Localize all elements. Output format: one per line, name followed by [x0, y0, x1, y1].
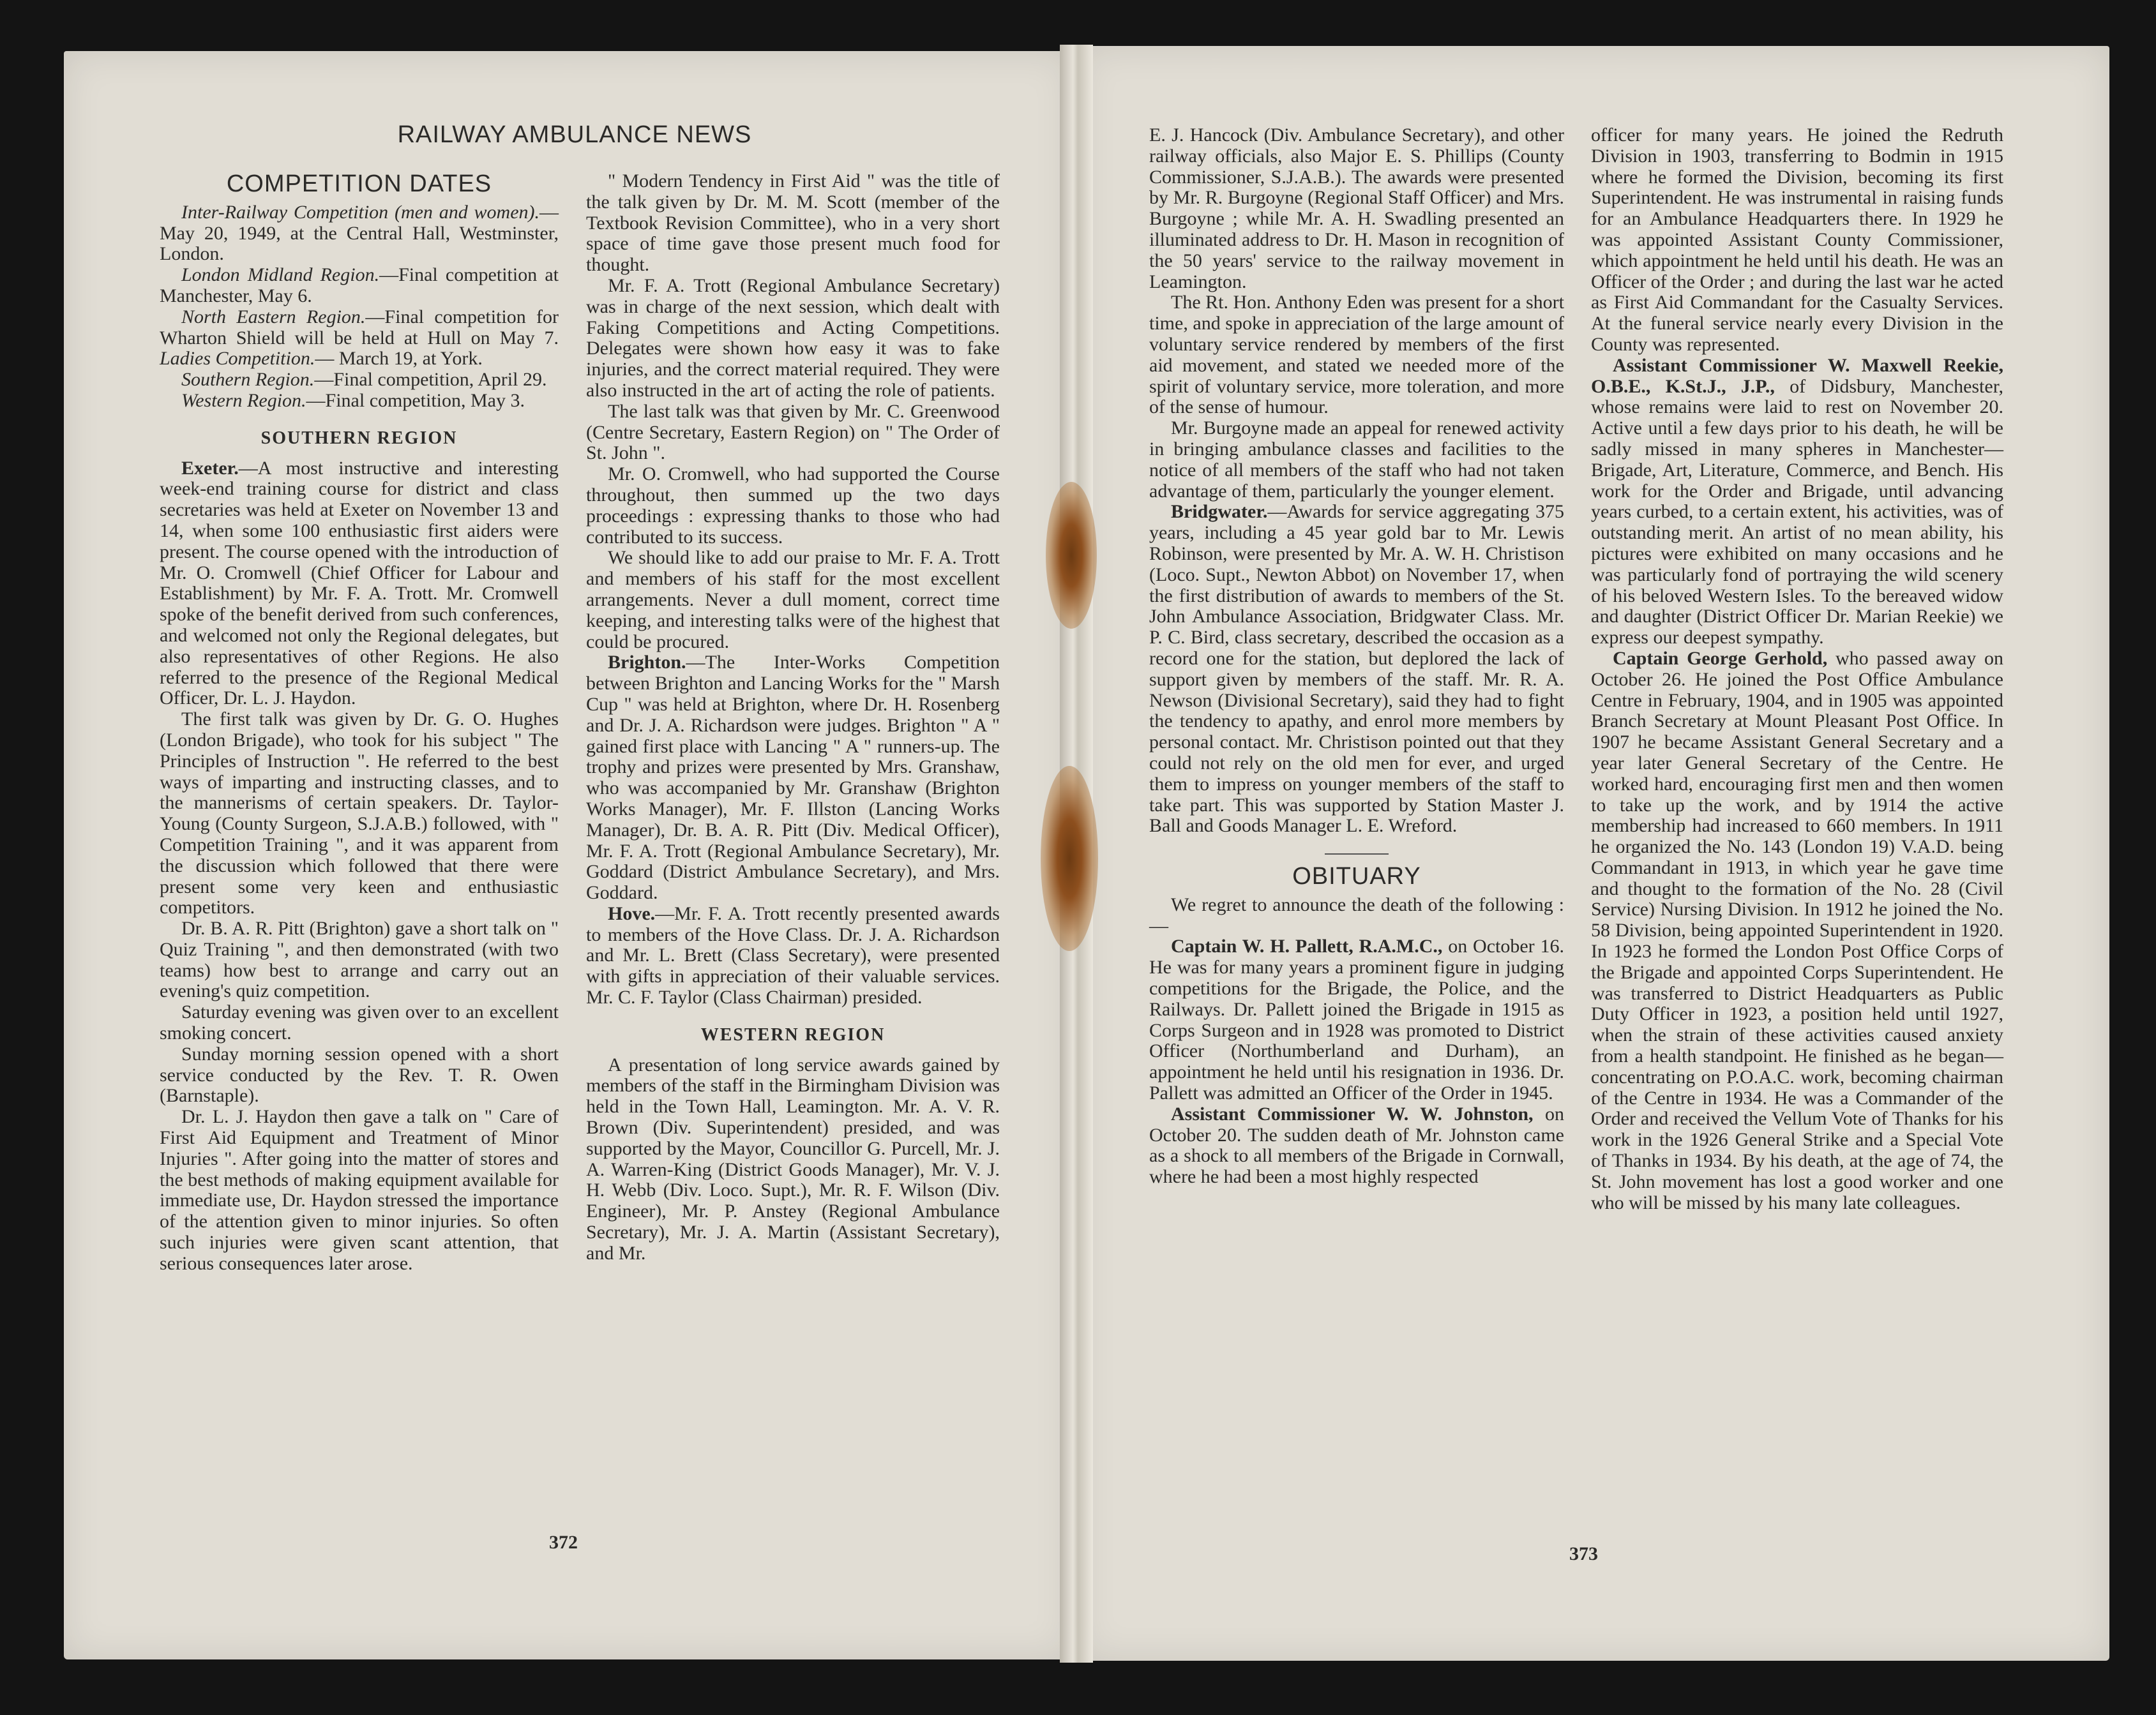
date-entry: North Eastern Region.—Final competition for Wharton Shield will be held at Hull on May 7. Ladies Competition.— March 19, at York.: [160, 306, 559, 370]
bridgwater-paragraph: Bridgwater.—Awards for service aggregating 375 years, including a 45 year gold bar to Mr. Lewis Robinson, were presented by Mr. A. W. H. Christison (Loco. Supt., Newton Abbot) on November 17, when the first distribution of awards to members of the St. John Ambulance Association, Bridgwater Class. Mr. P. C. Bird, class secretary, described the occasion as a record one for the station, but deplored the lack of support given by members of the staff. Mr. R. A. Newson (Divisional Secretary), said they had to fight the tendency to apathy, and enrol more members by personal contact. Mr. Christison pointed out that they could not rely on the old men for ever, and urged them to impress on younger members of the staff to take part. This was supported by Station Master J. Ball and Goods Manager L. E. Wreford.: [1149, 501, 1564, 837]
body-paragraph: officer for many years. He joined the Redruth Division in 1903, transferring to Bodmin in 1915 where he formed the Division, becoming its first Superintendent. He was instrumental in raising funds for an Ambulance Headquarters there. In 1929 he was appointed Assistant County Commissioner, which appointment he held until his death. He was an Officer of the Order ; and during the last war he acted as First Aid Commandant for the Casualty Services. At the funeral service nearly every Division in the County was represented.: [1591, 124, 2003, 355]
body-paragraph: Sunday morning session opened with a short service conducted by the Rev. T. R. Owen (Barnstaple).: [160, 1043, 559, 1107]
rust-stain-upper: [1046, 482, 1097, 629]
right-column-1: [1149, 125, 1564, 1188]
left-column-2: [586, 171, 1000, 1264]
section-divider: [1325, 853, 1389, 855]
page-number-right: 373: [1569, 1543, 1598, 1564]
body-paragraph: Dr. L. J. Haydon then gave a talk on " Care of First Aid Equipment and Treatment of Minor Injuries ". After going into the matter of stores and the best methods of making equipment available for immediate use, Dr. Haydon stressed the importance of the attention given to minor injuries. So often such injuries were given scant attention, that serious consequences later arose.: [160, 1106, 559, 1274]
brighton-paragraph: Brighton.—The Inter-Works Competition between Brighton and Lancing Works for the " Marsh Cup " was held at Brighton, where Dr. H. Rosenberg and Dr. J. A. Richardson were judges. Brighton " A " gained first place with Lancing " A " runners-up. The trophy and prizes were presented by Mrs. Granshaw, who was accompanied by Mr. Granshaw (Brighton Works Manager), Mr. F. Illston (Lancing Works Manager), Dr. B. A. R. Pitt (Div. Medical Officer), Mr. F. A. Trott (Regional Ambulance Secretary), Mr. Goddard (District Ambulance Secretary), and Mrs. Goddard.: [586, 652, 1000, 904]
date-entry: Western Region.—Final competition, May 3.: [181, 389, 525, 411]
body-paragraph: Saturday evening was given over to an excellent smoking concert.: [160, 1001, 559, 1044]
body-paragraph: Mr. F. A. Trott (Regional Ambulance Secretary) was in charge of the next session, which dealt with Faking Competitions and Acting Competitions. Delegates were shown how easy it was to fake injuries, and the correct material required. They were also instructed in the art of acting the role of patients.: [586, 274, 1000, 401]
obituary-gerhold: Captain George Gerhold, who passed away on October 26. He joined the Post Office Ambulance Centre in February, 1904, and in 1905 was appointed Branch Secretary at Mount Pleasant Post Office. In 1907 he became Assistant General Secretary and a year later General Secretary of the Centre. He worked hard, encouraging first men and then women to take up the work, and by 1914 the active membership had increased to 660 members. In 1911 he organized the No. 143 (London 19) V.A.D. being Commandant in 1913, in which year he gave time and thought to the formation of the No. 28 (Civil Service) Nursing Division. In 1912 he joined the No. 58 Division, being appointed Superintendent in 1920. In 1923 he formed the London Post Office Corps of the Brigade and appointed Corps Superintendent. He was transferred to District Headquarters as Public Duty Officer in 1923, a position held until 1927, when the strain of these activities caused anxiety from a health standpoint. He finished as he began—concentrating on P.O.A.C. work, becoming chairman of the Centre in 1934. He was a Commander of the Order and received the Vellum Vote of Thanks for his work in the 1926 General Strike and a Special Vote of Thanks in 1934. By his death, at the age of 74, the St. John movement has lost a good worker and one who will be missed by his many late colleagues.: [1591, 647, 2003, 1213]
right-column-2: [1591, 125, 2003, 1213]
obituary-pallett: Captain W. H. Pallett, R.A.M.C., on October 16. He was for many years a prominent figure in judging competitions for the Brigade, the Police, and the Railways. Dr. Pallett joined the Brigade in 1915 as Corps Surgeon and in 1928 was promoted to District Officer (Northumberland and Durham), an appointment he held until his resignation in 1936. Dr. Pallett was admitted an Officer of the Order in 1945.: [1149, 936, 1564, 1104]
body-paragraph: The Rt. Hon. Anthony Eden was present for a short time, and spoke in appreciation of the large amount of voluntary service rendered by members of the first aid movement, and stated we needed more of the spirit of voluntary service, more toleration, and more of the sense of humour.: [1149, 292, 1564, 418]
body-paragraph: " Modern Tendency in First Aid " was the title of the talk given by Dr. M. M. Scott (member of the Textbook Revision Committee), who in a very short space of time gave those present much food for thought.: [586, 170, 1000, 276]
body-paragraph: The first talk was given by Dr. G. O. Hughes (London Brigade), who took for his subject " The Principles of Instruction ". He referred to the best ways of imparting and instructing classes, and to the mannerisms of certain speakers. Dr. Taylor-Young (County Surgeon, S.J.A.B.) followed, with " Competition Training ", and it was apparent from the discussion which followed that there were present some very keen and enthusiastic competitors.: [160, 708, 559, 918]
date-entry: Inter-Railway Competition (men and women).—May 20, 1949, at the Central Hall, Westminster, London.: [160, 201, 559, 265]
rust-stain-lower: [1041, 766, 1098, 951]
western-paragraph: A presentation of long service awards gained by members of the staff in the Birmingham Division was held in the Town Hall, Leamington. Mr. A. V. R. Brown (Div. Superintendent) presided, and was supported by the Mayor, Councillor G. Purcell, Mr. J. A. Warren-King (District Goods Manager), Mr. V. J. H. Webb (Div. Loco. Supt.), Mr. R. F. Wilson (Div. Engineer), Mr. P. Anstey (Regional Ambulance Secretary), Mr. J. A. Martin (Assistant Secretary), and Mr.: [586, 1054, 1000, 1264]
date-entry: London Midland Region.—Final competition at Manchester, May 6.: [160, 264, 559, 306]
obituary-reekie: Assistant Commissioner W. Maxwell Reekie, O.B.E., K.St.J., J.P., of Didsbury, Manchester, whose remains were laid to rest on November 20. Active until a few days prior to his death, he will be sadly missed in many spheres in Manchester— Brigade, Art, Literature, Commerce, and Bench. His work for the Order and Brigade, until advancing years curbed, to a certain extent, his activities, was of outstanding merit. An artist of no mean ability, his pictures were exhibited on many occasions and he was particularly fond of portraying the wild scenery of his beloved Western Isles. To the bereaved widow and daughter (District Officer Dr. Marian Reekie) we express our deepest sympathy.: [1591, 354, 2003, 648]
body-paragraph: Mr. O. Cromwell, who had supported the Course throughout, then summed up the two days proceedings : expressing thanks to those who had contributed to its success.: [586, 463, 1000, 548]
body-paragraph: We should like to add our praise to Mr. F. A. Trott and members of his staff for the most excellent arrangements. Never a dull moment, correct time keeping, and interesting talks were of the highest that could be procured.: [586, 547, 1000, 652]
running-head: RAILWAY AMBULANCE NEWS: [397, 121, 752, 148]
hove-paragraph: Hove.—Mr. F. A. Trott recently presented awards to members of the Hove Class. Dr. J. A. Richardson and Mr. L. Brett (Class Secretary), were presented with gifts in appreciation of their valuable services. Mr. C. F. Taylor (Class Chairman) presided.: [586, 902, 1000, 1008]
body-paragraph: E. J. Hancock (Div. Ambulance Secretary), and other railway officials, also Major E. S. Phillips (County Commissioner, S.J.A.B.). The awards were presented by Mr. R. Burgoyne (Regional Staff Officer) and Mrs. Burgoyne ; while Mr. A. H. Swadling presented an illuminated address to Dr. H. Mason in recognition of the 50 years' service to the railway movement in Leamington.: [1149, 124, 1564, 292]
page-number-left: 372: [549, 1532, 578, 1553]
obituary-johnston: Assistant Commissioner W. W. Johnston, on October 20. The sudden death of Mr. Johnston came as a shock to all members of the Brigade in Cornwall, where he had been a most highly respected: [1149, 1103, 1564, 1188]
exeter-paragraph: Exeter.—A most instructive and interesting week-end training course for district and class secretaries was held at Exeter on November 13 and 14, when some 100 enthusiastic first aiders were present. The course opened with the introduction of Mr. O. Cromwell (Chief Officer for Labour and Establishment) by Mr. F. A. Trott. Mr. Cromwell spoke of the benefit derived from such conferences, and welcomed not only the Regional delegates, but also representatives of other Regions. He also referred to the presence of the Regional Medical Officer, Dr. L. J. Haydon.: [160, 457, 559, 709]
date-entry: Southern Region.—Final competition, April 29.: [181, 369, 547, 391]
competition-dates-heading: COMPETITION DATES: [226, 170, 492, 197]
southern-region-heading: SOUTHERN REGION: [260, 428, 458, 448]
body-paragraph: Mr. Burgoyne made an appeal for renewed activity in bringing ambulance classes and facilities to the notice of all members of the staff who had not taken advantage of them, particularly the younger element.: [1149, 417, 1564, 502]
obituary-heading: OBITUARY: [1292, 863, 1421, 890]
western-region-heading: WESTERN REGION: [700, 1024, 886, 1045]
left-column-1: [160, 167, 559, 1275]
obituary-intro: We regret to announce the death of the following :—: [1149, 894, 1564, 936]
body-paragraph: The last talk was that given by Mr. C. Greenwood (Centre Secretary, Eastern Region) on " The Order of St. John ".: [586, 400, 1000, 464]
body-paragraph: Dr. B. A. R. Pitt (Brighton) gave a short talk on " Quiz Training ", and then demonstrated (with two teams) how best to arrange and carry out an evening's quiz competition.: [160, 918, 559, 1002]
